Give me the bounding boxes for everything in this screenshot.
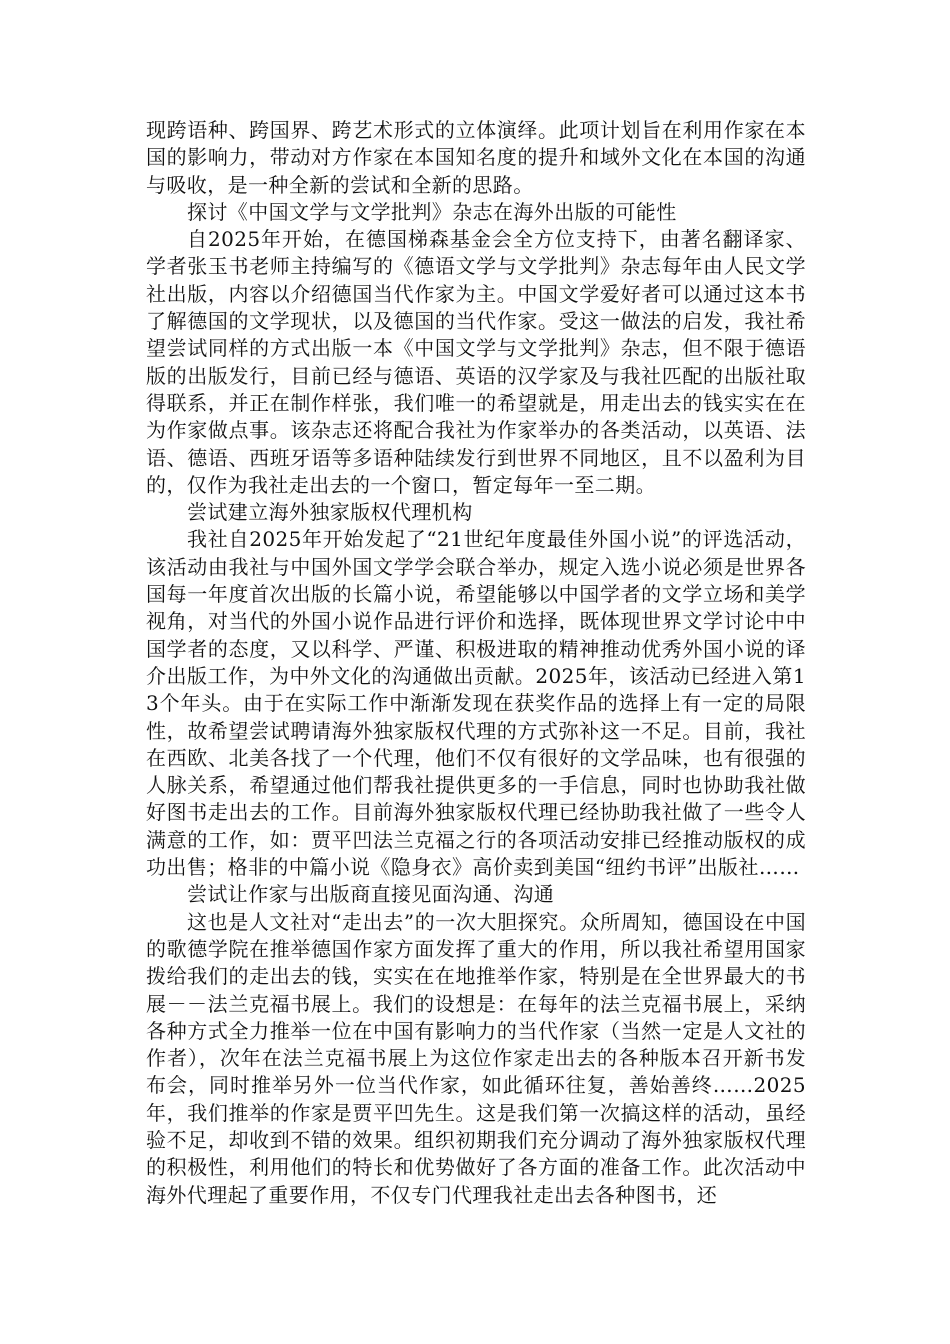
- paragraph-magazine: 自2025年开始，在德国梯森基金会全方位支持下，由著名翻译家、学者张玉书老师主持编写的《德语文学与文学批判》杂志每年由人民文学社出版，内容以介绍德国当代作家为主。中国文学爱好者可以通过这本书了解德国的文学现状，以及德国的当代作家。受这一做法的启发，我社希望尝试同样的方式出版一本《中国文学与文学批判》杂志，但不限于德语版的出版发行，目前已经与德语、英语的汉学家及与我社匹配的出版社取得联系，并正在制作样张，我们唯一的希望就是，用走出去的钱实实在在为作家做点事。该杂志还将配合我社为作家举办的各类活动，以英语、法语、德语、西班牙语等多语种陆续发行到世界不同地区，且不以盈利为目的，仅作为我社走出去的一个窗口，暂定每年一至二期。: [146, 227, 806, 497]
- paragraph-intro: 现跨语种、跨国界、跨艺术形式的立体演绎。此项计划旨在利用作家在本国的影响力，带动对方作家在本国知名度的提升和域外文化在本国的沟通与吸收，是一种全新的尝试和全新的思路。: [146, 118, 806, 197]
- paragraph-meeting: 这也是人文社对“走出去”的一次大胆探究。众所周知，德国设在中国的歌德学院在推举德国作家方面发挥了重大的作用，所以我社希望用国家拨给我们的走出去的钱，实实在在地推举作家，特别是在全世界最大的书展－－法兰克福书展上。我们的设想是：在每年的法兰克福书展上，采纳各种方式全力推举一位在中国有影响力的当代作家（当然一定是人文社的作者），次年在法兰克福书展上为这位作家走出去的各种版本召开新书发布会，同时推举另外一位当代作家，如此循环往复，善始善终……2025年，我们推举的作家是贾平凹先生。这是我们第一次搞这样的活动，虽经验不足，却收到不错的效果。组织初期我们充分调动了海外独家版权代理的积极性，利用他们的特长和优势做好了各方面的准备工作。此次活动中海外代理起了重要作用，不仅专门代理我社走出去各种图书，还: [146, 909, 806, 1207]
- document-body: [146, 117, 806, 1209]
- section-heading-magazine: 探讨《中国文学与文学批判》杂志在海外出版的可能性: [187, 199, 677, 224]
- section-heading-meeting: 尝试让作家与出版商直接见面沟通、沟通: [187, 882, 555, 907]
- section-heading-agency: 尝试建立海外独家版权代理机构: [187, 500, 473, 525]
- paragraph-agency: 我社自2025年开始发起了“21世纪年度最佳外国小说”的评选活动，该活动由我社与中国外国文学学会联合举办，规定入选小说必须是世界各国每一年度首次出版的长篇小说，希望能够以中国学者的文学立场和美学视角，对当代的外国小说作品进行评价和选择，既体现世界文学讨论中中国学者的态度，又以科学、严谨、积极进取的精神推动优秀外国小说的译介出版工作，为中外文化的沟通做出贡献。2025年，该活动已经进入第13个年头。由于在实际工作中渐渐发现在获奖作品的选择上有一定的局限性，故希望尝试聘请海外独家版权代理的方式弥补这一不足。目前，我社在西欧、北美各找了一个代理，他们不仅有很好的文学品味，也有很强的人脉关系，希望通过他们帮我社提供更多的一手信息，同时也协助我社做好图书走出去的工作。目前海外独家版权代理已经协助我社做了一些令人满意的工作，如：贾平凹法兰克福之行的各项活动安排已经推动版权的成功出售；格非的中篇小说《隐身衣》高价卖到美国“纽约书评”出版社……: [146, 527, 806, 880]
